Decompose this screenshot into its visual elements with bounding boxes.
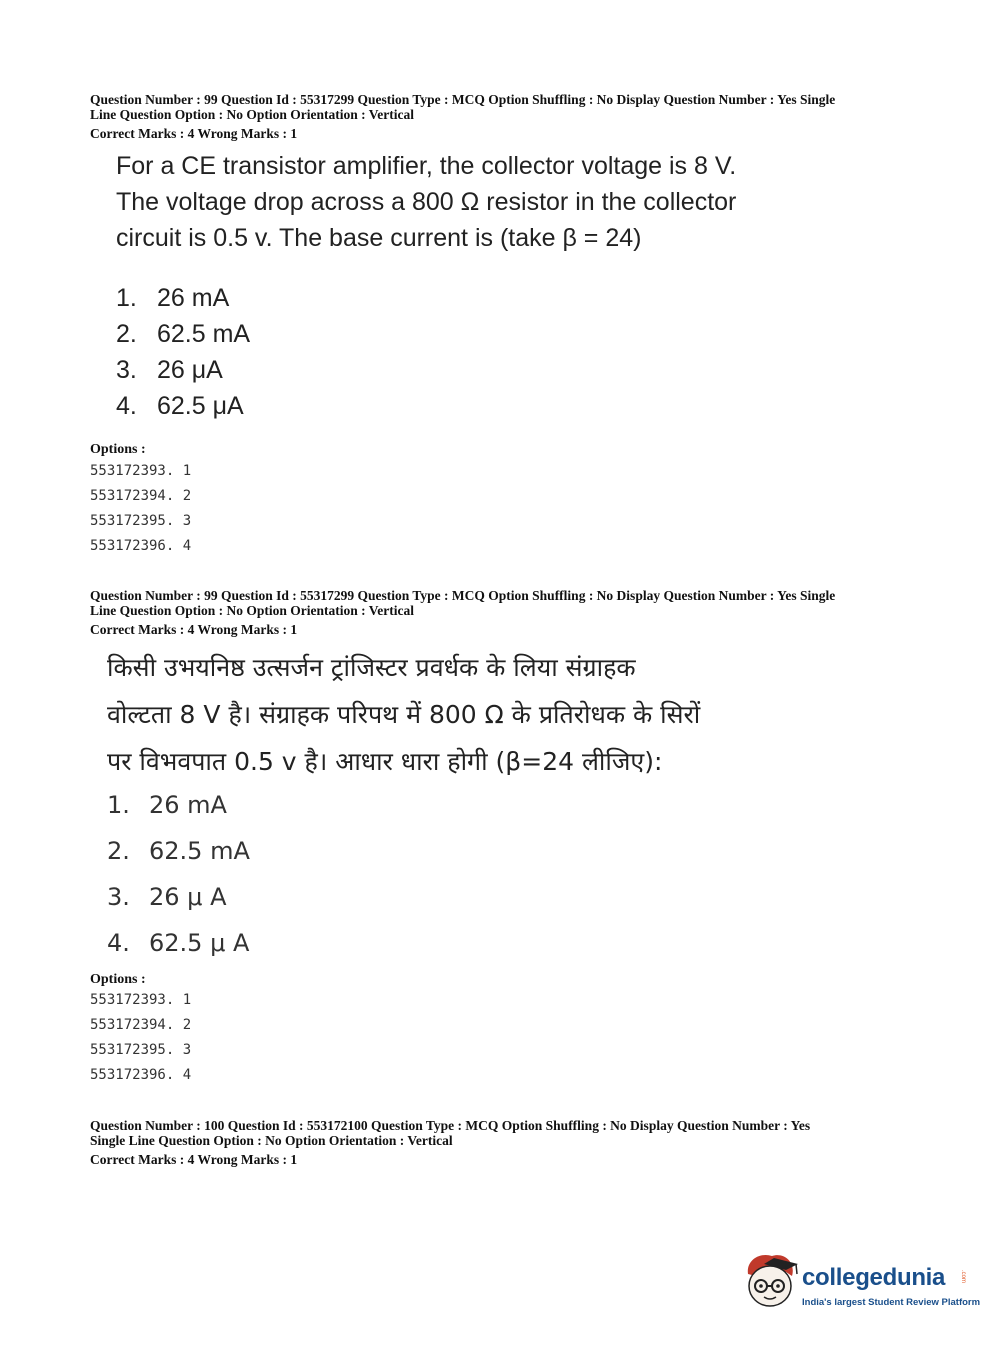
logo-suffix: .com bbox=[960, 1270, 966, 1284]
meta-line: Single Line Question Option : No Option Orientation : Vertical bbox=[90, 1133, 453, 1148]
option-text: 26 mA bbox=[157, 284, 230, 312]
question-line: The voltage drop across a 800 Ω resistor in the collector bbox=[116, 188, 737, 216]
option-number: 4. bbox=[116, 392, 137, 420]
question-meta bbox=[90, 1118, 920, 1148]
collegedunia-logo bbox=[740, 1250, 981, 1316]
option-text: 26 mA bbox=[149, 791, 227, 819]
option-code: 553172395. 3 bbox=[90, 513, 192, 529]
option-code: 553172393. 1 bbox=[90, 992, 192, 1008]
marks-line: Correct Marks : 4 Wrong Marks : 1 bbox=[90, 1152, 298, 1167]
option-text: 62.5 μ A bbox=[149, 929, 250, 957]
meta-line: Line Question Option : No Option Orientation : Vertical bbox=[90, 603, 415, 618]
option-item bbox=[107, 920, 250, 966]
marks-line: Correct Marks : 4 Wrong Marks : 1 bbox=[90, 622, 298, 637]
option-text: 62.5 μA bbox=[157, 392, 244, 420]
option-code: 553172396. 4 bbox=[90, 538, 192, 554]
meta-line: Question Number : 99 Question Id : 55317299 Question Type : MCQ Option Shuffling : No Display Question Number : Yes Single bbox=[90, 92, 836, 107]
option-code: 553172393. 1 bbox=[90, 463, 192, 479]
options-label: Options : bbox=[90, 972, 146, 987]
option-number: 4. bbox=[107, 929, 130, 957]
option-number: 3. bbox=[107, 883, 130, 911]
question-meta bbox=[90, 92, 920, 122]
option-codes bbox=[90, 988, 191, 1088]
option-number: 1. bbox=[107, 791, 130, 819]
option-code: 553172394. 2 bbox=[90, 488, 192, 504]
option-codes bbox=[90, 459, 191, 559]
option-text: 26 μA bbox=[157, 356, 223, 384]
logo-name: collegedunia bbox=[802, 1264, 946, 1291]
option-item bbox=[116, 352, 250, 388]
question-line: For a CE transistor amplifier, the collector voltage is 8 V. bbox=[116, 152, 737, 180]
question-text-hindi bbox=[107, 644, 807, 785]
option-item bbox=[107, 828, 250, 874]
question-text bbox=[116, 148, 876, 256]
meta-line: Question Number : 100 Question Id : 553172100 Question Type : MCQ Option Shuffling : No Display Question Number : Yes bbox=[90, 1118, 811, 1133]
option-list bbox=[116, 280, 250, 424]
option-number: 2. bbox=[107, 837, 130, 865]
option-number: 3. bbox=[116, 356, 137, 384]
meta-line: Question Number : 99 Question Id : 55317299 Question Type : MCQ Option Shuffling : No Display Question Number : Yes Single bbox=[90, 588, 836, 603]
option-item bbox=[107, 874, 250, 920]
meta-line: Line Question Option : No Option Orientation : Vertical bbox=[90, 107, 415, 122]
option-item bbox=[116, 280, 250, 316]
option-item bbox=[116, 316, 250, 352]
option-code: 553172395. 3 bbox=[90, 1042, 192, 1058]
options-label: Options : bbox=[90, 442, 146, 457]
option-text: 62.5 mA bbox=[149, 837, 250, 865]
student-mascot-icon bbox=[740, 1250, 800, 1316]
question-line: circuit is 0.5 v. The base current is (take β = 24) bbox=[116, 224, 642, 252]
option-item bbox=[107, 782, 250, 828]
question-meta bbox=[90, 588, 920, 618]
option-number: 1. bbox=[116, 284, 137, 312]
marks-line: Correct Marks : 4 Wrong Marks : 1 bbox=[90, 126, 298, 141]
option-code: 553172396. 4 bbox=[90, 1067, 192, 1083]
option-item bbox=[116, 388, 250, 424]
option-number: 2. bbox=[116, 320, 137, 348]
option-text: 26 μ A bbox=[149, 883, 227, 911]
question-line: किसी उभयनिष्ठ उत्सर्जन ट्रांजिस्टर प्रवर्धक के लिया संग्राहक bbox=[107, 653, 636, 682]
question-line: पर विभवपात 0.5 v है। आधार धारा होगी (β=24 लीजिए): bbox=[107, 747, 663, 776]
option-text: 62.5 mA bbox=[157, 320, 251, 348]
logo-tagline: India's largest Student Review Platform bbox=[802, 1297, 981, 1308]
option-list bbox=[107, 782, 250, 966]
question-line: वोल्टता 8 V है। संग्राहक परिपथ में 800 Ω के प्रतिरोधक के सिरों bbox=[107, 700, 701, 729]
option-code: 553172394. 2 bbox=[90, 1017, 192, 1033]
